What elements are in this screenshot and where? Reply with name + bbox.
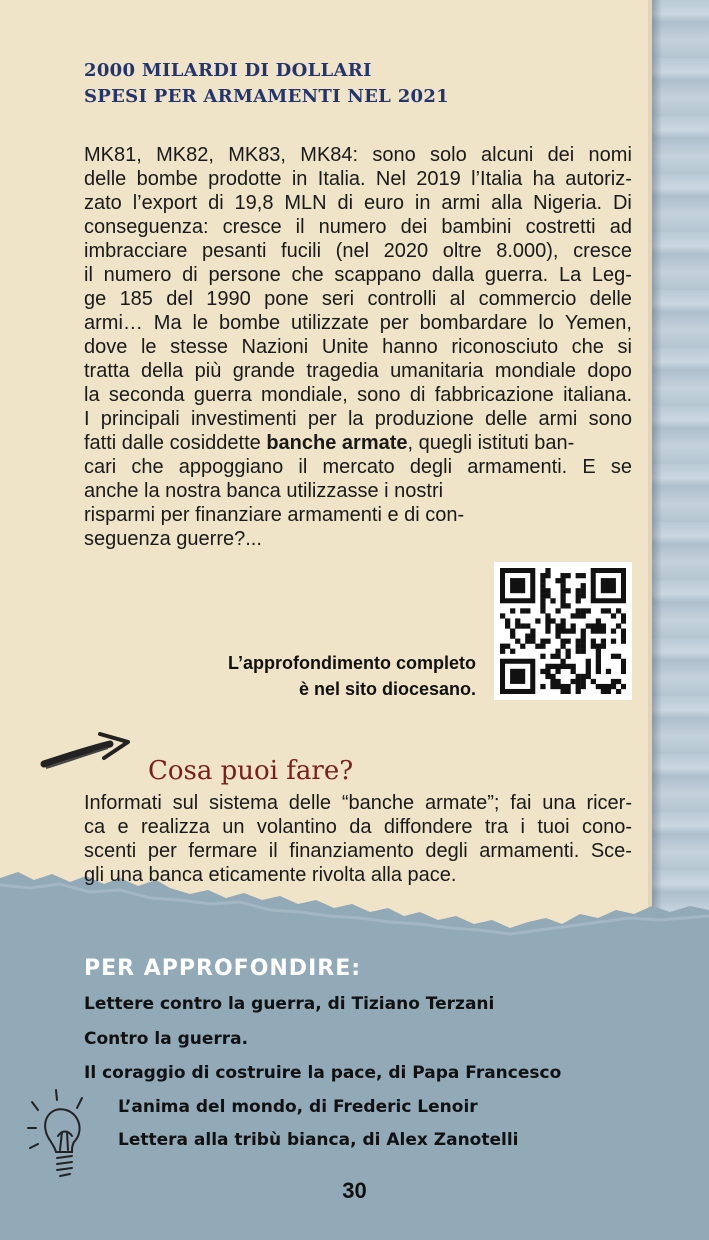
body-line: seguenza guerre?... <box>84 528 262 550</box>
action-paragraph <box>84 791 632 887</box>
section-heading <box>84 58 449 110</box>
body-paragraph <box>84 143 632 551</box>
body-line-with-bold: fatti dalle cosiddette banche armate , quegli istituti ban- <box>84 432 575 454</box>
book-item: Lettera alla tribù bianca, di Alex Zanotelli <box>118 1130 519 1150</box>
deep-link-line-2: è nel sito diocesano. <box>298 679 476 699</box>
heading-line-1: 2000 MILARDI DI DOLLARI <box>84 60 372 81</box>
deep-link-line-1: L’approfondimento completo <box>228 653 476 673</box>
body-line: risparmi per finanziare armamenti e di con- <box>84 504 465 526</box>
action-line: Informati sul sistema delle “banche armate”; fai una ricer- <box>84 792 632 814</box>
body-line: dove le stesse Nazioni Unite hanno riconosciuto che si <box>84 336 632 358</box>
body-line: zato l’export di 19,8 MLN di euro in armi alla Nigeria. Di <box>84 192 632 214</box>
further-reading-title: PER APPROFONDIRE: <box>84 956 362 981</box>
body-line: tratta della più grande tragedia umanitaria mondiale dopo <box>84 360 632 382</box>
deep-link-note <box>200 650 476 702</box>
book-item: Lettere contro la guerra, di Tiziano Terzani <box>84 994 495 1014</box>
body-line: imbracciare pesanti fucili (nel 2020 oltre 8.000), cresce <box>84 240 632 262</box>
book-item: Il coraggio di costruire la pace, di Papa Francesco <box>84 1063 562 1083</box>
body-line: la seconda guerra mondiale, sono di fabbricazione italiana. <box>84 384 632 406</box>
body-line: ge 185 del 1990 pone seri controlli al commercio delle <box>84 288 632 310</box>
what-to-do-title: Cosa puoi fare? <box>148 756 354 786</box>
body-line: armi… Ma le bombe utilizzate per bombardare lo Yemen, <box>84 312 632 334</box>
body-line: cari che appoggiano il mercato degli armamenti. E se <box>84 456 632 478</box>
heading-line-2: SPESI PER ARMAMENTI NEL 2021 <box>84 86 450 107</box>
body-line: anche la nostra banca utilizzasse i nostri <box>84 480 444 502</box>
book-item: L’anima del mondo, di Frederic Lenoir <box>118 1097 478 1117</box>
action-line: ca e realizza un volantino da diffondere tra i tuoi cono- <box>84 816 632 838</box>
body-line: conseguenza: cresce il numero dei bambini costretti ad <box>84 216 632 238</box>
action-line: scenti per fermare il finanziamento degli armamenti. Sce- <box>84 840 632 862</box>
book-item: Contro la guerra. <box>84 1029 249 1049</box>
qr-code-icon[interactable] <box>494 562 632 700</box>
page-number: 30 <box>342 1178 367 1203</box>
banche-armate-term: banche armate <box>266 432 408 454</box>
body-line: MK81, MK82, MK83, MK84: sono solo alcuni dei nomi <box>84 144 632 166</box>
qr-code-graphic <box>500 568 626 694</box>
body-line: I principali investimenti per la produzione delle armi sono <box>84 408 632 430</box>
arrow-icon <box>40 728 135 776</box>
action-line: gli una banca eticamente rivolta alla pace. <box>84 864 457 886</box>
body-line: delle bombe prodotte in Italia. Nel 2019 l’Italia ha autoriz- <box>84 168 632 190</box>
body-line: il numero di persone che scappano dalla guerra. La Leg- <box>84 264 632 286</box>
